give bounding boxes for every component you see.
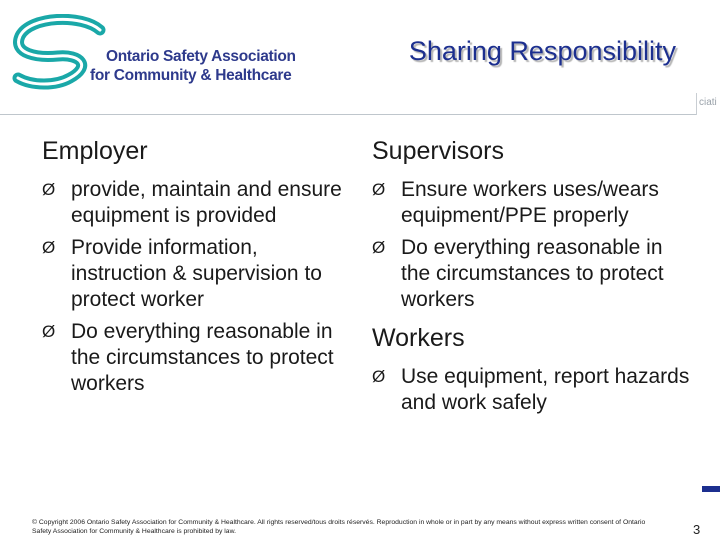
- arrow-bullet-icon: Ø: [372, 367, 386, 386]
- employer-list: [42, 177, 352, 397]
- divider-cap: [696, 93, 720, 115]
- list-item: [42, 235, 352, 313]
- list-item-text: Do everything reasonable in the circumstances to protect workers: [71, 320, 334, 395]
- osach-logo: [10, 14, 296, 88]
- workers-list: [372, 364, 692, 416]
- supervisors-list: [372, 177, 692, 313]
- arrow-bullet-icon: Ø: [372, 238, 386, 257]
- list-item: [372, 364, 692, 416]
- header-divider: [0, 93, 720, 115]
- workers-heading: Workers: [372, 324, 465, 352]
- copyright-footer: © Copyright 2006 Ontario Safety Association for Community & Healthcare. All rights reserved/tous droits réservés. Reproduction in whole or in part by any means without express written consent of Ontario Safety Association for Community & Healthcare is prohibited by law.: [32, 519, 646, 535]
- arrow-bullet-icon: Ø: [42, 322, 56, 341]
- supervisors-heading: Supervisors: [372, 137, 504, 165]
- supervisors-column: [372, 136, 692, 422]
- list-item: [372, 177, 692, 229]
- list-item: [372, 235, 692, 313]
- employer-column: [42, 136, 352, 403]
- divider-cap-text: ciati: [699, 97, 717, 108]
- logo-text-line2: for Community & Healthcare: [90, 67, 292, 84]
- list-item-text: Provide information, instruction & supervision to protect worker: [71, 236, 322, 311]
- accent-bar: [702, 486, 720, 492]
- list-item: [42, 177, 352, 229]
- list-item-text: provide, maintain and ensure equipment is provided: [71, 178, 342, 227]
- list-item-text: Ensure workers uses/wears equipment/PPE properly: [401, 178, 659, 227]
- slide-title: Sharing Responsibility: [408, 36, 676, 66]
- arrow-bullet-icon: Ø: [42, 180, 56, 199]
- employer-heading: Employer: [42, 137, 148, 165]
- divider-line: [0, 114, 720, 115]
- list-item-text: Use equipment, report hazards and work safely: [401, 365, 690, 414]
- logo-text-line1: Ontario Safety Association: [106, 48, 296, 65]
- arrow-bullet-icon: Ø: [42, 238, 56, 257]
- list-item: [42, 319, 352, 397]
- arrow-bullet-icon: Ø: [372, 180, 386, 199]
- page-number: 3: [693, 522, 701, 537]
- list-item-text: Do everything reasonable in the circumstances to protect workers: [401, 236, 664, 311]
